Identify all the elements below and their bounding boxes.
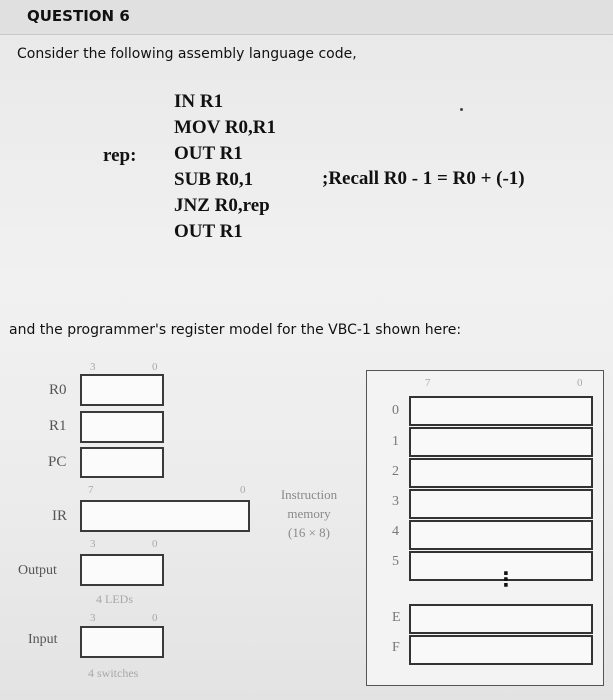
code-comment: ;Recall R0 - 1 = R0 + (-1) [322, 168, 525, 189]
code-line: IN R1 [174, 91, 224, 112]
pc-register [80, 447, 164, 478]
assembly-code [174, 89, 276, 245]
memory-address: 3 [392, 494, 399, 509]
output-bit-label-high: 3 [90, 538, 96, 550]
r0-register [80, 374, 164, 406]
code-label: rep: [103, 145, 137, 166]
input-bit-label-low: 0 [152, 612, 158, 624]
memory-bit-label-high: 7 [425, 377, 431, 389]
memory-address: 0 [392, 403, 399, 418]
input-register [80, 626, 164, 658]
memory-address: F [392, 640, 400, 655]
ir-bit-label-low: 0 [240, 484, 246, 496]
instruction-memory-caption [264, 485, 354, 542]
memory-cell [409, 520, 593, 550]
question-title: QUESTION 6 [27, 7, 130, 25]
ir-label: IR [52, 508, 67, 524]
memory-cell [409, 396, 593, 426]
output-label: Output [18, 563, 57, 578]
memory-address: E [392, 610, 401, 625]
r0-label: R0 [49, 382, 67, 398]
memory-cell [409, 489, 593, 519]
r1-label: R1 [49, 418, 67, 434]
memory-address: 2 [392, 464, 399, 479]
memory-bit-label-low: 0 [577, 377, 583, 389]
code-line: OUT R1 [174, 143, 243, 164]
intro-text: Consider the following assembly language code, [17, 46, 357, 62]
code-line: OUT R1 [174, 221, 243, 242]
input-caption: 4 switches [88, 666, 139, 680]
output-bit-label-low: 0 [152, 538, 158, 550]
caption-line: (16 × 8) [288, 525, 330, 540]
code-line: JNZ R0,rep [174, 195, 270, 216]
dust-speck [460, 108, 463, 111]
input-label: Input [28, 632, 58, 647]
memory-address: 1 [392, 434, 399, 449]
ir-bit-label-high: 7 [88, 484, 94, 496]
memory-cell [409, 635, 593, 665]
memory-address: 4 [392, 524, 399, 539]
memory-cell [409, 427, 593, 457]
output-register [80, 554, 164, 586]
caption-line: memory [287, 506, 331, 521]
memory-cell [409, 604, 593, 634]
pc-label: PC [48, 454, 67, 470]
memory-ellipsis: ⋮ [496, 567, 517, 591]
code-line: MOV R0,R1 [174, 117, 277, 138]
ir-register [80, 500, 250, 532]
memory-address: 5 [392, 554, 399, 569]
bit-label-low: 0 [152, 361, 158, 373]
code-line: SUB R0,1 [174, 169, 254, 190]
input-bit-label-high: 3 [90, 612, 96, 624]
model-intro-text: and the programmer's register model for the VBC-1 shown here: [9, 322, 462, 338]
output-caption: 4 LEDs [96, 592, 133, 606]
memory-cell [409, 458, 593, 488]
caption-line: Instruction [280, 487, 338, 502]
question-header [0, 0, 613, 35]
bit-label-high: 3 [90, 361, 96, 373]
r1-register [80, 411, 164, 443]
